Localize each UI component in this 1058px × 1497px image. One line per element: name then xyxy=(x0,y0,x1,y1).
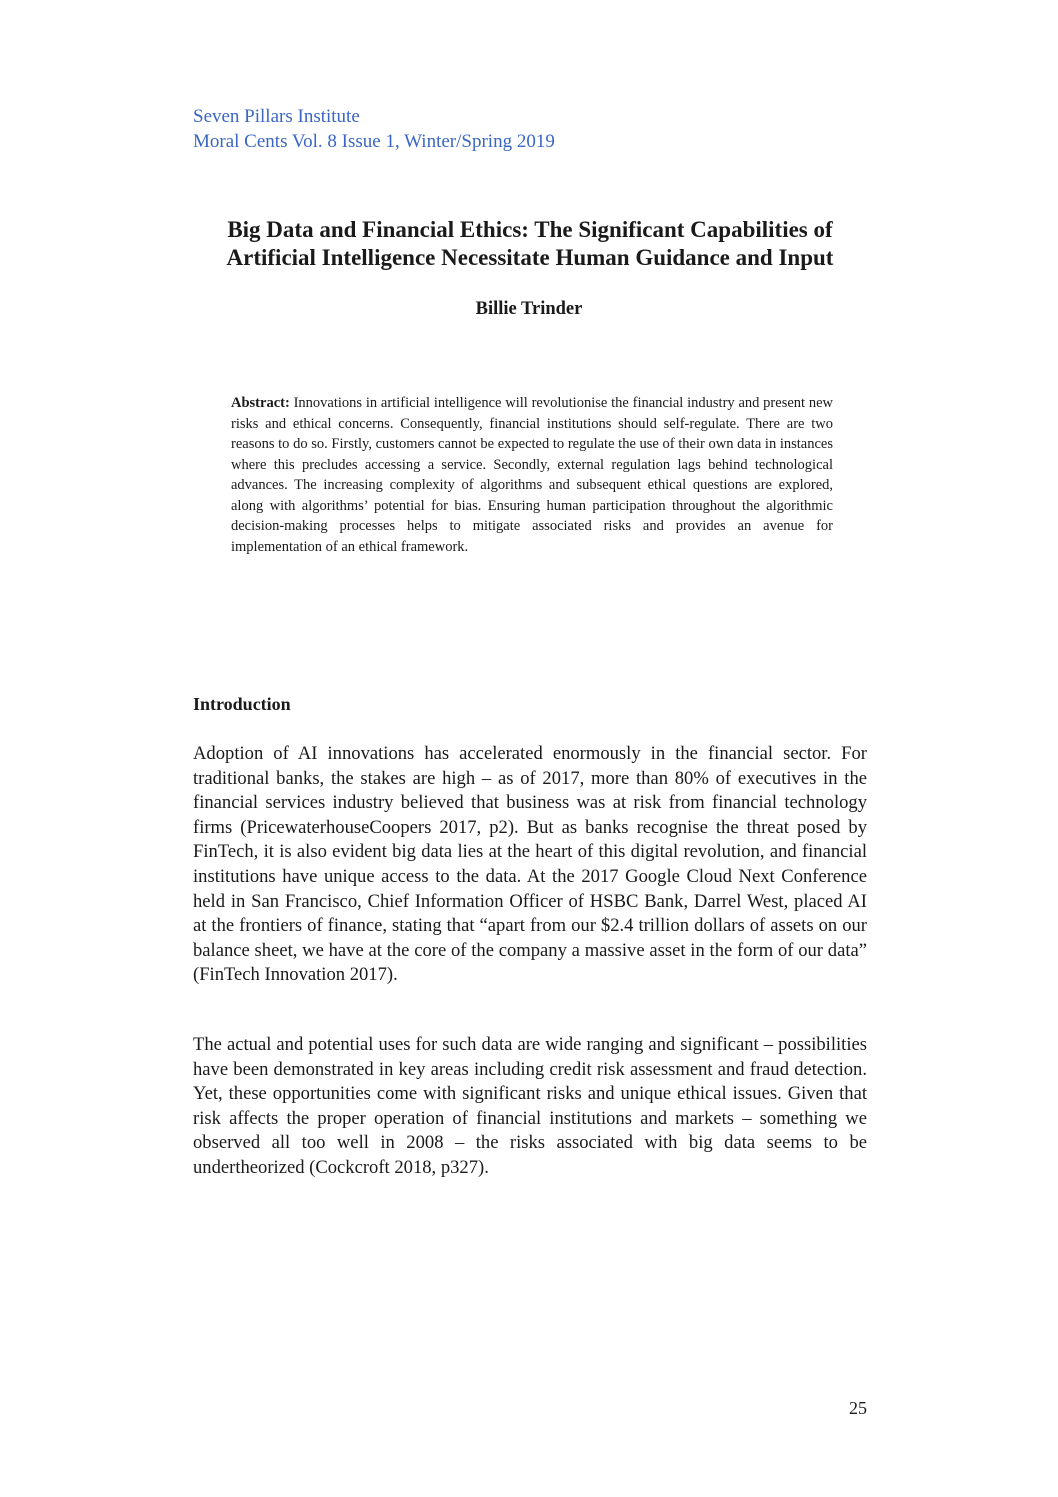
body-paragraph: The actual and potential uses for such data are wide ranging and significant – possibilities have been demonstrated in key areas including credit risk assessment and fraud detection. Yet, these opportunities come with significant risks and unique ethical issues. Given that risk affects the proper operation of financial institutions and markets – something we observed all too well in 2008 – the risks associated with big data seems to be undertheorized (Cockcroft 2018, p327). xyxy=(193,1034,867,1178)
author-name: Billie Trinder xyxy=(475,299,583,319)
body-paragraph: Adoption of AI innovations has accelerated enormously in the financial sector. For traditional banks, the stakes are high – as of 2017, more than 80% of executives in the financial services industry believed that business was at risk from financial technology firms (PricewaterhouseCoopers 2017, p2). But as banks recognise the threat posed by FinTech, it is also evident big data lies at the heart of this digital revolution, and financial institutions have unique access to the data. At the 2017 Google Cloud Next Conference held in San Francisco, Chief Information Officer of HSBC Bank, Darrel West, placed AI at the frontiers of finance, stating that “apart from our $2.4 trillion dollars of assets on our balance sheet, we have at the core of the company a massive asset in the form of our data” (FinTech Innovation 2017). xyxy=(193,743,867,986)
abstract-label: Abstract: xyxy=(231,395,290,411)
article-title xyxy=(150,216,910,272)
article-title-line-1: Big Data and Financial Ethics: The Significant Capabilities of xyxy=(227,217,833,242)
introduction-heading: Introduction xyxy=(193,694,291,714)
journal-issue: Moral Cents Vol. 8 Issue 1, Winter/Spring 2019 xyxy=(193,131,555,152)
article-title-line-2: Artificial Intelligence Necessitate Human Guidance and Input xyxy=(226,245,834,270)
abstract xyxy=(231,393,833,557)
abstract-text: Innovations in artificial intelligence will revolutionise the financial industry and present new risks and ethical concerns. Consequently, financial institutions should self-regulate. There are two reasons to do so. Firstly, customers cannot be expected to regulate the use of their own data in instances where this precludes accessing a service. Secondly, external regulation lags behind technological advances. The increasing complexity of algorithms and subsequent ethical questions are explored, along with algorithms’ potential for bias. Ensuring human participation throughout the algorithmic decision-making processes helps to mitigate associated risks and provides an avenue for implementation of an ethical framework. xyxy=(231,395,833,555)
journal-header xyxy=(193,104,555,154)
publisher-name: Seven Pillars Institute xyxy=(193,106,360,127)
page-number: 25 xyxy=(849,1398,867,1418)
